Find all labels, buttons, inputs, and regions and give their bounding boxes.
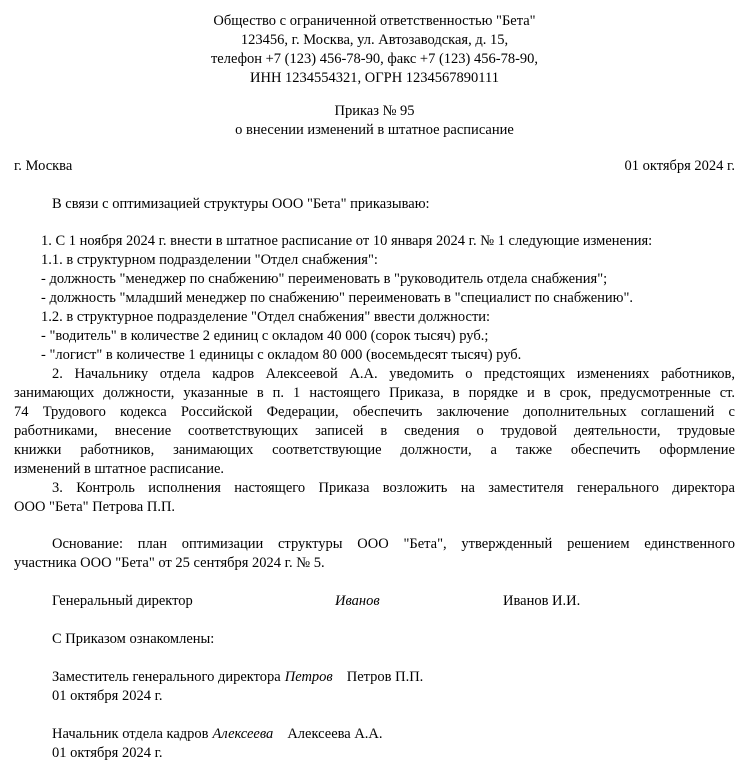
ack-line — [52, 668, 735, 687]
notify-line: работниками, внесение соответствующих записей в сведения о трудовой деятельности, трудовые — [14, 423, 735, 439]
ack-date: 01 октября 2024 г. — [52, 688, 163, 704]
ack-name: Петров П.П. — [346, 669, 424, 685]
order-number: Приказ № 95 — [334, 103, 415, 119]
ack-line — [52, 725, 735, 744]
ack-block-hr — [14, 725, 735, 761]
notify-line: изменений в штатное расписание. — [14, 461, 225, 477]
notify-line: 2. Начальнику отдела кадров Алексеевой А.А. уведомить о предстоящих изменениях работников, — [52, 366, 735, 382]
notify-line: занимающих должности, указанные в п. 1 настоящего Приказа, в порядке и в срок, предусмотренные ст. — [14, 385, 735, 401]
ack-title: Заместитель генерального директора — [52, 669, 281, 685]
list-item-1-2: 1.2. в структурное подразделение "Отдел снабжения" ввести должности: — [41, 309, 491, 325]
notify-paragraph — [14, 365, 735, 479]
control-line: ООО "Бета" Петрова П.П. — [14, 499, 176, 515]
director-signature-row — [14, 592, 735, 611]
director-name: Иванов И.И. — [503, 593, 581, 609]
company-address: 123456, г. Москва, ул. Автозаводская, д. 15, — [240, 32, 509, 48]
company-phones: телефон +7 (123) 456-78-90, факс +7 (123) 456-78-90, — [210, 51, 539, 67]
ack-date: 01 октября 2024 г. — [52, 745, 163, 761]
basis-paragraph — [14, 535, 735, 573]
dateline-city: г. Москва — [14, 158, 73, 174]
order-subject: о внесении изменений в штатное расписание — [235, 122, 514, 138]
ack-signature: Алексеева — [212, 726, 274, 742]
list-item-logist: - "логист" в количестве 1 единицы с окладом 80 000 (восемьдесят тысяч) руб. — [41, 347, 522, 363]
basis-line: Основание: план оптимизации структуры ООО "Бета", утвержденный решением единственного — [52, 536, 735, 552]
ack-block-deputy — [14, 668, 735, 706]
list-item-1: 1. С 1 ноября 2024 г. внести в штатное расписание от 10 января 2024 г. № 1 следующие изменения: — [41, 233, 653, 249]
control-paragraph — [14, 479, 735, 517]
dateline — [14, 157, 735, 176]
ack-title: Начальник отдела кадров — [52, 726, 209, 742]
company-inn-ogrn: ИНН 1234554321, ОГРН 1234567890111 — [250, 70, 499, 86]
director-title: Генеральный директор — [52, 593, 193, 609]
list-item-rename-1: - должность "менеджер по снабжению" переименовать в "руководитель отдела снабжения"; — [41, 271, 608, 287]
basis-line: участника ООО "Бета" от 25 сентября 2024 г. № 5. — [14, 555, 325, 571]
director-signature: Иванов — [335, 593, 380, 609]
company-name: Общество с ограниченной ответственностью "Бета" — [213, 13, 536, 29]
control-line: 3. Контроль исполнения настоящего Приказа возложить на заместителя генерального директора — [52, 480, 735, 496]
intro-paragraph: В связи с оптимизацией структуры ООО "Бета" приказываю: — [52, 196, 430, 212]
dateline-date: 01 октября 2024 г. — [624, 158, 735, 174]
ack-signature: Петров — [284, 669, 333, 685]
list-item-rename-2: - должность "младший менеджер по снабжению" переименовать в "специалист по снабжению". — [41, 290, 634, 306]
ack-name: Алексеева А.А. — [287, 726, 383, 742]
changes-list — [14, 232, 735, 365]
list-item-1-1: 1.1. в структурном подразделении "Отдел снабжения": — [41, 252, 378, 268]
notify-line: 74 Трудового кодекса Российской Федерации, обеспечить заключение дополнительных соглашений с — [14, 404, 735, 420]
list-item-driver: - "водитель" в количестве 2 единиц с окладом 40 000 (сорок тысяч) руб.; — [41, 328, 489, 344]
letterhead — [14, 12, 735, 88]
order-title-block — [14, 102, 735, 140]
ack-heading: С Приказом ознакомлены: — [52, 631, 215, 647]
notify-line: книжки работников, занимающих соответствующие должности, а также обеспечить оформление — [14, 442, 735, 458]
